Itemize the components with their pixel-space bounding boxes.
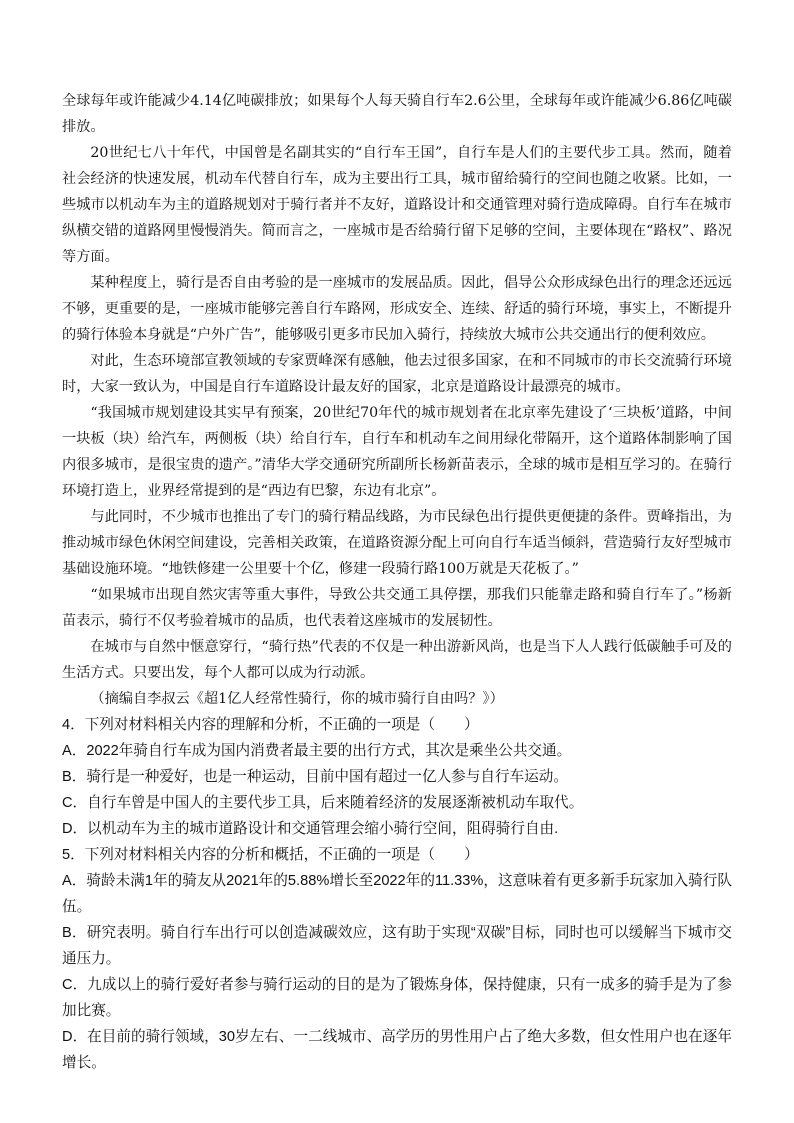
option-d: D．在目前的骑行领域，30岁左右、一二线城市、高学历的男性用户占了绝大多数，但女性用户也在逐年增长。 xyxy=(62,1029,732,1071)
option-a: A．骑龄未满1年的骑友从2021年的5.88%增长至2022年的11.33%，这意味着有更多新手玩家加入骑行队伍。 xyxy=(62,873,732,915)
reading-passage xyxy=(62,88,732,712)
passage-paragraph: “如果城市出现自然灾害等重大事件，导致公共交通工具停摆，那我们只能靠走路和骑自行车了。”杨新苗表示，骑行不仅考验着城市的品质，也代表着这座城市的发展韧性。 xyxy=(62,587,732,629)
passage-paragraph: 在城市与自然中惬意穿行，“骑行热”代表的不仅是一种出游新风尚，也是当下人人践行低碳触手可及的生活方式。只要出发，每个人都可以成为行动派。 xyxy=(62,639,732,681)
passage-paragraph: 与此同时，不少城市也推出了专门的骑行精品线路，为市民绿色出行提供更便捷的条件。贾峰指出，为推动城市绿色休闲空间建设，完善相关政策，在道路资源分配上可向自行车适当倾斜，营造骑行友好型城市基础设施环境。“地铁修建一公里要十个亿，修建一段骑行路100万就是天花板了。” xyxy=(62,509,732,577)
option-c: C．自行车曾是中国人的主要代步工具，后来随着经济的发展逐渐被机动车取代。 xyxy=(62,795,584,811)
question-section xyxy=(62,712,732,1076)
question-stem: 5．下列对材料相关内容的分析和概括，不正确的一项是（ ） xyxy=(62,847,479,863)
option-d: D．以机动车为主的城市道路设计和交通管理会缩小骑行空间，阻碍骑行自由. xyxy=(62,821,559,837)
option-b: B．研究表明。骑自行车出行可以创造减碳效应，这有助于实现“双碳”目标，同时也可以缓解当下城市交通压力。 xyxy=(62,925,732,967)
option-b: B．骑行是一种爱好，也是一种运动，目前中国有超过一亿人参与自行车运动。 xyxy=(62,769,568,785)
passage-paragraph: “我国城市规划建设其实早有预案，20世纪70年代的城市规划者在北京率先建设了‘三块板’道路，中间一块板（块）给汽车，两侧板（块）给自行车，自行车和机动车之间用绿化带隔开，这个道路体制影响了国内很多城市，是很宝贵的遗产。”清华大学交通研究所副所长杨新苗表示，全球的城市是相互学习的。在骑行环境打造上，业界经常提到的是“西边有巴黎，东边有北京”。 xyxy=(62,405,732,499)
option-c: C．九成以上的骑行爱好者参与骑行运动的目的是为了锻炼身体，保持健康，只有一成多的骑手是为了参加比赛。 xyxy=(62,977,732,1019)
passage-paragraph: 某种程度上，骑行是否自由考验的是一座城市的发展品质。因此，倡导公众形成绿色出行的理念还远远不够，更重要的是，一座城市能够完善自行车路网，形成安全、连续、舒适的骑行环境，事实上，不断提升的骑行体验本身就是“户外广告”，能够吸引更多市民加入骑行，持续放大城市公共交通出行的便利效应。 xyxy=(62,275,732,343)
passage-paragraph: 全球每年或许能减少4.14亿吨碳排放；如果每个人每天骑自行车2.6公里，全球每年或许能减少6.86亿吨碳排放。 xyxy=(62,93,732,135)
passage-paragraph: 对此，生态环境部宣教领域的专家贾峰深有感触，他去过很多国家，在和不同城市的市长交流骑行环境时，大家一致认为，中国是自行车道路设计最友好的国家，北京是道路设计最漂亮的城市。 xyxy=(62,353,732,395)
question-4 xyxy=(62,712,732,842)
question-5 xyxy=(62,842,732,1076)
question-stem: 4．下列对材料相关内容的理解和分析，不正确的一项是（ ） xyxy=(62,717,479,733)
passage-paragraph: 20世纪七八十年代，中国曾是名副其实的“自行车王国”，自行车是人们的主要代步工具。然而，随着社会经济的快速发展，机动车代替自行车，成为主要出行工具，城市留给骑行的空间也随之收紧。比如，一些城市以机动车为主的道路规划对于骑行者并不友好，道路设计和交通管理对骑行造成障碍。自行车在城市纵横交错的道路网里慢慢消失。简而言之，一座城市是否给骑行留下足够的空间，主要体现在“路权”、路况等方面。 xyxy=(62,145,732,265)
passage-source: （摘编自李叔云《超1亿人经常性骑行，你的城市骑行自由吗？》） xyxy=(90,691,504,707)
option-a: A．2022年骑自行车成为国内消费者最主要的出行方式，其次是乘坐公共交通。 xyxy=(62,743,572,759)
